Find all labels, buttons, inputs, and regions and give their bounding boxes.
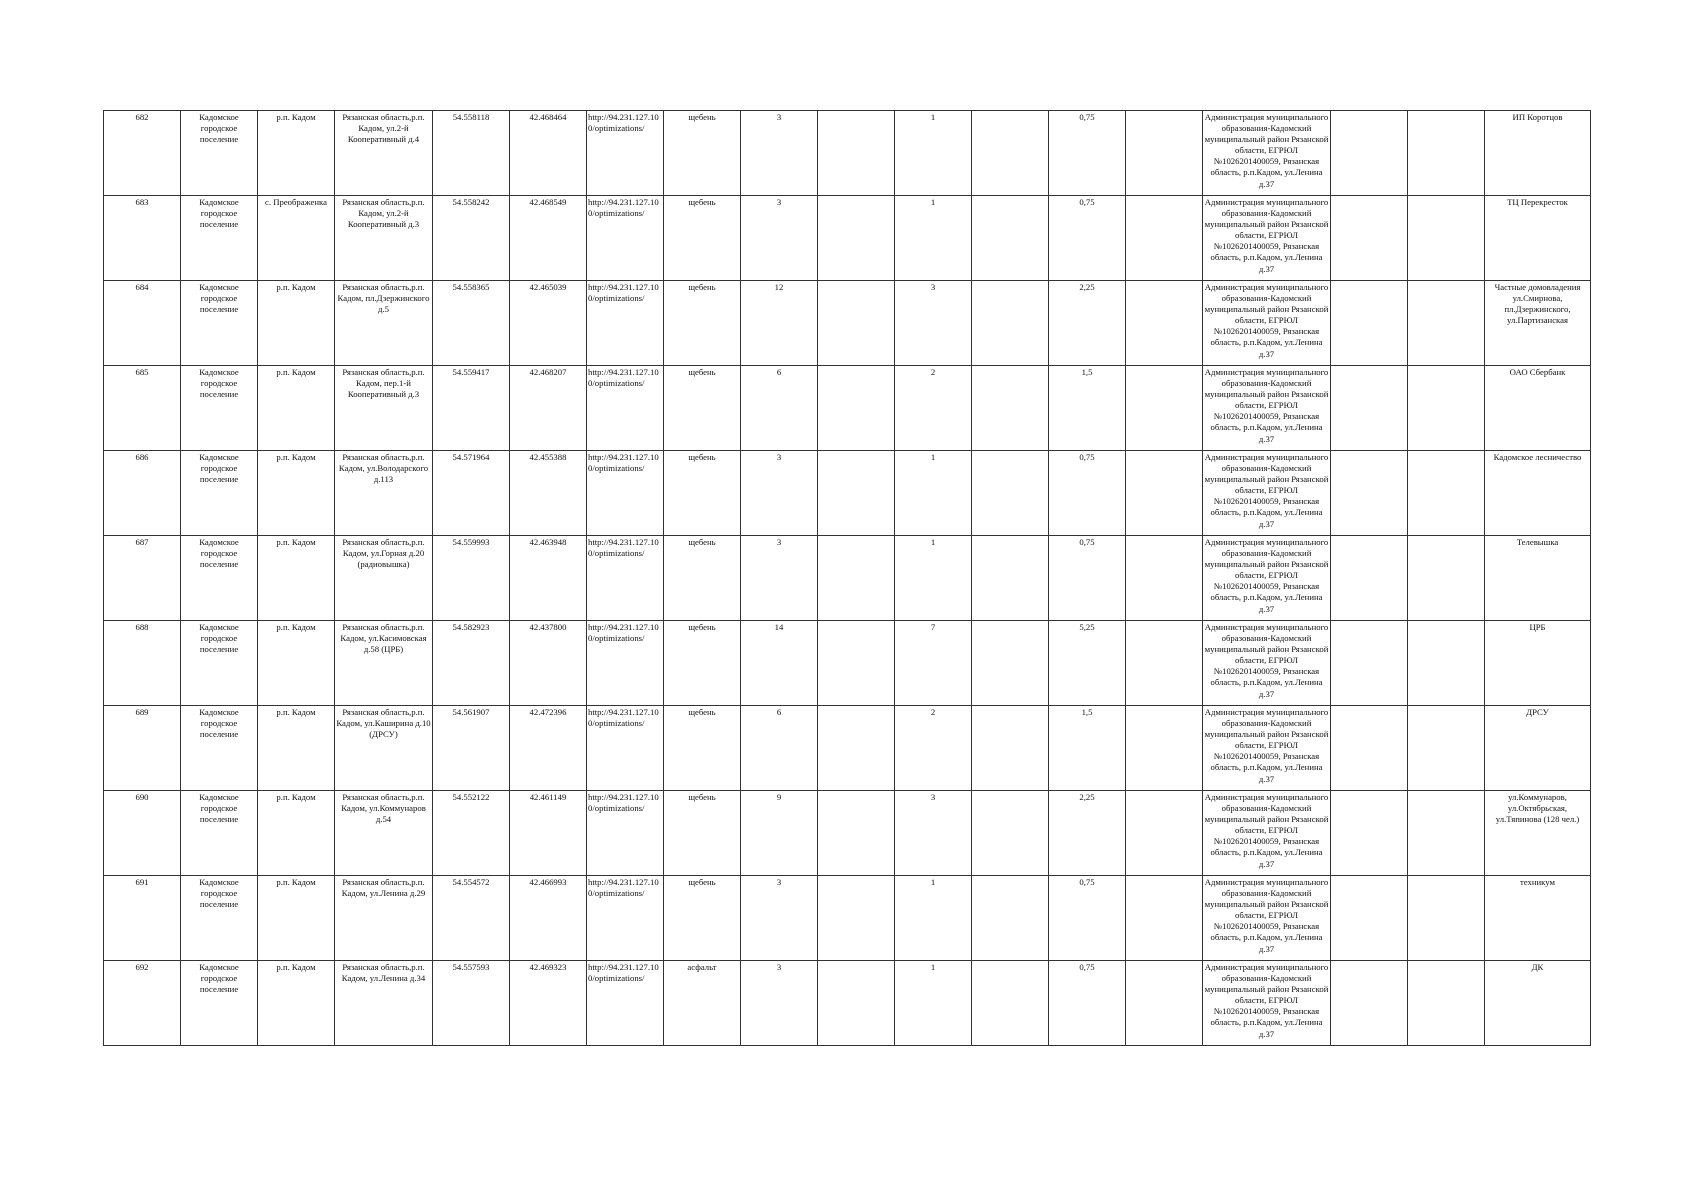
volume-cell: 5,25 [1049, 621, 1126, 706]
container-count-cell: 1 [895, 451, 972, 536]
latitude-cell: 54.552122 [433, 791, 510, 876]
surface-cell: щебень [664, 876, 741, 961]
row-number: 682 [104, 111, 181, 196]
table-row [104, 451, 1591, 536]
address-cell: Рязанская область,р.п. Кадом, ул.Касимовская д.58 (ЦРБ) [335, 621, 433, 706]
empty-cell [1408, 451, 1485, 536]
empty-cell [1408, 961, 1485, 1046]
settlement-cell: Кадомское городское поселение [181, 281, 258, 366]
settlement-cell: Кадомское городское поселение [181, 111, 258, 196]
served-object-cell: ТЦ Перекресток [1485, 196, 1591, 281]
table-row [104, 876, 1591, 961]
owner-cell: Администрация муниципального образования-Кадомский муниципальный район Рязанской области, ЕГРЮЛ №1026201400059, Рязанская область, р.п.Кадом, ул.Ленина д.37 [1203, 111, 1331, 196]
volume-cell: 2,25 [1049, 281, 1126, 366]
area-cell: 14 [741, 621, 818, 706]
longitude-cell: 42.469323 [510, 961, 587, 1046]
map-link-cell[interactable]: http://94.231.127.100/optimizations/ [587, 621, 664, 706]
locality-cell: р.п. Кадом [258, 621, 335, 706]
empty-cell [1331, 961, 1408, 1046]
surface-cell: щебень [664, 621, 741, 706]
map-link-cell[interactable]: http://94.231.127.100/optimizations/ [587, 706, 664, 791]
empty-cell [1126, 961, 1203, 1046]
locality-cell: р.п. Кадом [258, 961, 335, 1046]
settlement-cell: Кадомское городское поселение [181, 196, 258, 281]
owner-cell: Администрация муниципального образования-Кадомский муниципальный район Рязанской области, ЕГРЮЛ №1026201400059, Рязанская область, р.п.Кадом, ул.Ленина д.37 [1203, 536, 1331, 621]
row-number: 690 [104, 791, 181, 876]
empty-cell [1126, 791, 1203, 876]
longitude-cell: 42.437800 [510, 621, 587, 706]
row-number: 685 [104, 366, 181, 451]
address-cell: Рязанская область,р.п. Кадом, ул.Коммунаров д.54 [335, 791, 433, 876]
empty-cell [818, 621, 895, 706]
settlement-cell: Кадомское городское поселение [181, 961, 258, 1046]
surface-cell: щебень [664, 791, 741, 876]
row-number: 684 [104, 281, 181, 366]
longitude-cell: 42.463948 [510, 536, 587, 621]
row-number: 692 [104, 961, 181, 1046]
owner-cell: Администрация муниципального образования-Кадомский муниципальный район Рязанской области, ЕГРЮЛ №1026201400059, Рязанская область, р.п.Кадом, ул.Ленина д.37 [1203, 451, 1331, 536]
empty-cell [1331, 281, 1408, 366]
locality-cell: р.п. Кадом [258, 876, 335, 961]
area-cell: 3 [741, 536, 818, 621]
latitude-cell: 54.558118 [433, 111, 510, 196]
container-count-cell: 3 [895, 281, 972, 366]
empty-cell [1408, 281, 1485, 366]
surface-cell: щебень [664, 536, 741, 621]
served-object-cell: ИП Коротцов [1485, 111, 1591, 196]
table-row [104, 621, 1591, 706]
owner-cell: Администрация муниципального образования-Кадомский муниципальный район Рязанской области, ЕГРЮЛ №1026201400059, Рязанская область, р.п.Кадом, ул.Ленина д.37 [1203, 961, 1331, 1046]
address-cell: Рязанская область,р.п. Кадом, ул.2-й Кооперативный д.4 [335, 111, 433, 196]
area-cell: 6 [741, 706, 818, 791]
locality-cell: р.п. Кадом [258, 111, 335, 196]
address-cell: Рязанская область,р.п. Кадом, ул.2-й Кооперативный д.3 [335, 196, 433, 281]
container-count-cell: 7 [895, 621, 972, 706]
address-cell: Рязанская область,р.п. Кадом, пл.Дзержинского д.5 [335, 281, 433, 366]
owner-cell: Администрация муниципального образования-Кадомский муниципальный район Рязанской области, ЕГРЮЛ №1026201400059, Рязанская область, р.п.Кадом, ул.Ленина д.37 [1203, 876, 1331, 961]
empty-cell [818, 536, 895, 621]
latitude-cell: 54.557593 [433, 961, 510, 1046]
empty-cell [972, 791, 1049, 876]
container-count-cell: 1 [895, 111, 972, 196]
surface-cell: щебень [664, 706, 741, 791]
row-number: 687 [104, 536, 181, 621]
table-row [104, 791, 1591, 876]
surface-cell: щебень [664, 281, 741, 366]
longitude-cell: 42.468549 [510, 196, 587, 281]
container-count-cell: 1 [895, 196, 972, 281]
latitude-cell: 54.571964 [433, 451, 510, 536]
longitude-cell: 42.466993 [510, 876, 587, 961]
empty-cell [1408, 366, 1485, 451]
empty-cell [1331, 536, 1408, 621]
empty-cell [1331, 706, 1408, 791]
locality-cell: р.п. Кадом [258, 706, 335, 791]
empty-cell [818, 876, 895, 961]
empty-cell [972, 281, 1049, 366]
served-object-cell: техникум [1485, 876, 1591, 961]
settlement-cell: Кадомское городское поселение [181, 876, 258, 961]
surface-cell: асфальт [664, 961, 741, 1046]
empty-cell [818, 111, 895, 196]
map-link-cell[interactable]: http://94.231.127.100/optimizations/ [587, 961, 664, 1046]
owner-cell: Администрация муниципального образования-Кадомский муниципальный район Рязанской области, ЕГРЮЛ №1026201400059, Рязанская область, р.п.Кадом, ул.Ленина д.37 [1203, 621, 1331, 706]
area-cell: 3 [741, 961, 818, 1046]
latitude-cell: 54.559993 [433, 536, 510, 621]
row-number: 688 [104, 621, 181, 706]
empty-cell [972, 451, 1049, 536]
owner-cell: Администрация муниципального образования-Кадомский муниципальный район Рязанской области, ЕГРЮЛ №1026201400059, Рязанская область, р.п.Кадом, ул.Ленина д.37 [1203, 196, 1331, 281]
latitude-cell: 54.582923 [433, 621, 510, 706]
longitude-cell: 42.455388 [510, 451, 587, 536]
address-cell: Рязанская область,р.п. Кадом, ул.Ленина д.29 [335, 876, 433, 961]
empty-cell [818, 961, 895, 1046]
empty-cell [1126, 876, 1203, 961]
empty-cell [972, 706, 1049, 791]
container-count-cell: 3 [895, 791, 972, 876]
row-number: 689 [104, 706, 181, 791]
empty-cell [1126, 536, 1203, 621]
owner-cell: Администрация муниципального образования-Кадомский муниципальный район Рязанской области, ЕГРЮЛ №1026201400059, Рязанская область, р.п.Кадом, ул.Ленина д.37 [1203, 706, 1331, 791]
latitude-cell: 54.558365 [433, 281, 510, 366]
map-link-cell[interactable]: http://94.231.127.100/optimizations/ [587, 536, 664, 621]
empty-cell [972, 876, 1049, 961]
served-object-cell: ДК [1485, 961, 1591, 1046]
longitude-cell: 42.472396 [510, 706, 587, 791]
empty-cell [1408, 876, 1485, 961]
locality-cell: р.п. Кадом [258, 451, 335, 536]
latitude-cell: 54.554572 [433, 876, 510, 961]
map-link-cell[interactable]: http://94.231.127.100/optimizations/ [587, 366, 664, 451]
container-count-cell: 1 [895, 876, 972, 961]
row-number: 683 [104, 196, 181, 281]
volume-cell: 0,75 [1049, 876, 1126, 961]
table-row [104, 706, 1591, 791]
served-object-cell: Телевышка [1485, 536, 1591, 621]
owner-cell: Администрация муниципального образования-Кадомский муниципальный район Рязанской области, ЕГРЮЛ №1026201400059, Рязанская область, р.п.Кадом, ул.Ленина д.37 [1203, 366, 1331, 451]
map-link-cell[interactable]: http://94.231.127.100/optimizations/ [587, 876, 664, 961]
locality-cell: р.п. Кадом [258, 536, 335, 621]
registry-body [104, 111, 1591, 1046]
empty-cell [972, 961, 1049, 1046]
served-object-cell: ЦРБ [1485, 621, 1591, 706]
map-link-cell[interactable]: http://94.231.127.100/optimizations/ [587, 111, 664, 196]
surface-cell: щебень [664, 196, 741, 281]
address-cell: Рязанская область,р.п. Кадом, ул.Володарского д.113 [335, 451, 433, 536]
empty-cell [1331, 791, 1408, 876]
latitude-cell: 54.559417 [433, 366, 510, 451]
empty-cell [1126, 196, 1203, 281]
locality-cell: с. Преображенка [258, 196, 335, 281]
empty-cell [972, 366, 1049, 451]
empty-cell [1408, 791, 1485, 876]
address-cell: Рязанская область,р.п. Кадом, ул.Горная д.20 (радиовышка) [335, 536, 433, 621]
empty-cell [1126, 621, 1203, 706]
table-row [104, 961, 1591, 1046]
owner-cell: Администрация муниципального образования-Кадомский муниципальный район Рязанской области, ЕГРЮЛ №1026201400059, Рязанская область, р.п.Кадом, ул.Ленина д.37 [1203, 791, 1331, 876]
served-object-cell: Частные домовладения ул.Смирнова, пл.Дзержинского, ул.Партизанская [1485, 281, 1591, 366]
area-cell: 3 [741, 451, 818, 536]
area-cell: 12 [741, 281, 818, 366]
empty-cell [1126, 706, 1203, 791]
empty-cell [1126, 281, 1203, 366]
empty-cell [1331, 621, 1408, 706]
volume-cell: 2,25 [1049, 791, 1126, 876]
locality-cell: р.п. Кадом [258, 366, 335, 451]
container-count-cell: 2 [895, 366, 972, 451]
empty-cell [1331, 111, 1408, 196]
empty-cell [972, 621, 1049, 706]
empty-cell [972, 111, 1049, 196]
settlement-cell: Кадомское городское поселение [181, 451, 258, 536]
latitude-cell: 54.558242 [433, 196, 510, 281]
locality-cell: р.п. Кадом [258, 791, 335, 876]
empty-cell [1408, 621, 1485, 706]
settlement-cell: Кадомское городское поселение [181, 706, 258, 791]
longitude-cell: 42.468464 [510, 111, 587, 196]
row-number: 691 [104, 876, 181, 961]
map-link-cell[interactable]: http://94.231.127.100/optimizations/ [587, 281, 664, 366]
owner-cell: Администрация муниципального образования-Кадомский муниципальный район Рязанской области, ЕГРЮЛ №1026201400059, Рязанская область, р.п.Кадом, ул.Ленина д.37 [1203, 281, 1331, 366]
empty-cell [818, 791, 895, 876]
container-count-cell: 2 [895, 706, 972, 791]
served-object-cell: ул.Коммунаров, ул.Октябрьская, ул.Тяпинова (128 чел.) [1485, 791, 1591, 876]
area-cell: 6 [741, 366, 818, 451]
address-cell: Рязанская область,р.п. Кадом, пер.1-й Кооперативный д.3 [335, 366, 433, 451]
longitude-cell: 42.461149 [510, 791, 587, 876]
empty-cell [818, 451, 895, 536]
area-cell: 3 [741, 876, 818, 961]
locality-cell: р.п. Кадом [258, 281, 335, 366]
area-cell: 3 [741, 111, 818, 196]
address-cell: Рязанская область,р.п. Кадом, ул.Каширина д.10 (ДРСУ) [335, 706, 433, 791]
empty-cell [1408, 706, 1485, 791]
settlement-cell: Кадомское городское поселение [181, 366, 258, 451]
settlement-cell: Кадомское городское поселение [181, 791, 258, 876]
longitude-cell: 42.465039 [510, 281, 587, 366]
empty-cell [818, 706, 895, 791]
surface-cell: щебень [664, 111, 741, 196]
empty-cell [1408, 111, 1485, 196]
empty-cell [818, 196, 895, 281]
volume-cell: 1,5 [1049, 366, 1126, 451]
served-object-cell: ОАО Сбербанк [1485, 366, 1591, 451]
served-object-cell: ДРСУ [1485, 706, 1591, 791]
table-row [104, 281, 1591, 366]
row-number: 686 [104, 451, 181, 536]
registry-table [103, 110, 1591, 1046]
table-row [104, 111, 1591, 196]
empty-cell [1126, 111, 1203, 196]
address-cell: Рязанская область,р.п. Кадом, ул.Ленина д.34 [335, 961, 433, 1046]
latitude-cell: 54.561907 [433, 706, 510, 791]
settlement-cell: Кадомское городское поселение [181, 536, 258, 621]
empty-cell [1126, 366, 1203, 451]
container-count-cell: 1 [895, 961, 972, 1046]
empty-cell [972, 196, 1049, 281]
empty-cell [1331, 876, 1408, 961]
empty-cell [1331, 366, 1408, 451]
table-row [104, 366, 1591, 451]
surface-cell: щебень [664, 366, 741, 451]
volume-cell: 0,75 [1049, 451, 1126, 536]
table-row [104, 536, 1591, 621]
surface-cell: щебень [664, 451, 741, 536]
served-object-cell: Кадомское лесничество [1485, 451, 1591, 536]
empty-cell [1331, 196, 1408, 281]
empty-cell [1408, 536, 1485, 621]
empty-cell [818, 366, 895, 451]
map-link-cell[interactable]: http://94.231.127.100/optimizations/ [587, 196, 664, 281]
map-link-cell[interactable]: http://94.231.127.100/optimizations/ [587, 451, 664, 536]
empty-cell [1408, 196, 1485, 281]
volume-cell: 0,75 [1049, 536, 1126, 621]
empty-cell [818, 281, 895, 366]
empty-cell [972, 536, 1049, 621]
settlement-cell: Кадомское городское поселение [181, 621, 258, 706]
area-cell: 3 [741, 196, 818, 281]
area-cell: 9 [741, 791, 818, 876]
volume-cell: 0,75 [1049, 111, 1126, 196]
empty-cell [1126, 451, 1203, 536]
table-row [104, 196, 1591, 281]
container-count-cell: 1 [895, 536, 972, 621]
empty-cell [1331, 451, 1408, 536]
map-link-cell[interactable]: http://94.231.127.100/optimizations/ [587, 791, 664, 876]
volume-cell: 0,75 [1049, 961, 1126, 1046]
volume-cell: 0,75 [1049, 196, 1126, 281]
longitude-cell: 42.468207 [510, 366, 587, 451]
volume-cell: 1,5 [1049, 706, 1126, 791]
